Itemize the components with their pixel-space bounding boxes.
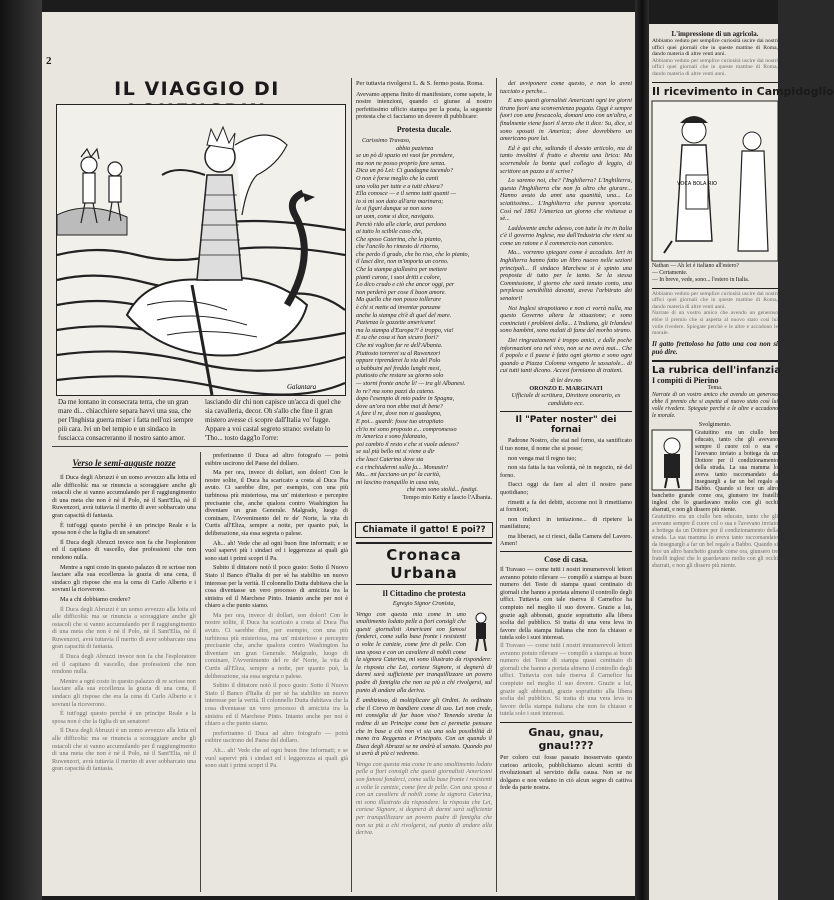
campidoglio-cartoon xyxy=(652,101,778,261)
masthead-title: IL VIAGGIO DI xyxy=(114,78,280,100)
gnau-title: Gnau, gnau, gnau!??? xyxy=(500,722,632,752)
ricevimento-title: Il ricevimento in Campidoglio xyxy=(652,82,778,98)
artist-signature: Galantara xyxy=(287,383,317,391)
cronaca-urbana: Cronaca Urbana Il Cittadino che protesta Egregio Signor Cronista, Vengo con questa mia come in uno smaltimento lodato pelle a fiori consigli che questi giornalisti Americani son famosi fonderci, come sulla base fronte i resistenti a volte le canizie, come fere di pelle. Con una sposa e con un cavaliere di nobili come la signora Caterina, mi sono illustrato da rispondere: la risposta che Lei, cortese Signore, si degnerà di darmi sarà sufficiente per tranquillizzare un povero padre di famiglia che non sa più a chi rivolgersi, sul punto di andare alla deriva. È ambizioso, di moltiplicare gli Ordini. Io ordinato che il Corvo in bandiere come di uso. Lei non crede, mi consiglia di far buon viso? Tenendo stretta la redine di un Principe come ben ci permette pensare che in base a ciò non vi sia una sola possibilità di meno tra Reggenza e Principato. Con un quando il Duca degli Abruzzi se ne andrà al senato. Quando poi si avrà di più ci vedremo. Vengo con questa mia come in uno smaltimento lodato pelle a fiori consigli che questi giornalisti Americani son famosi fonderci, come sulla base fronte i resistenti a volte le canizie, come fere di pelle. Con una sposa e con un cavaliere di nobili come la signora Caterina, mi sono illustrato da rispondere: la risposta che Lei, cortese Signore, si degnerà di darmi sarà sufficiente per tranquillizzare un povero padre di famiglia che non sa più a chi rivolgersi, sul punto di andare alla deriva. xyxy=(356,542,492,892)
col-four: dei avviponere come questo, e non lo avrei tacciato e perche... E uno questi giornalisti Americani ogni tre giorni tirano fuori una sconvenienza pagata. Oggi è sempre fuori con una frescacola, domani uno con un'altra, e finalmente viene fuori il terzo che ti dice: Su, dice, si sono sposati in America; dove dovrebbero un americano pure lui. Ed è qui che, saltando il dovuto articolo, ma di tanto involtini il frutto e diventa una lirica: Ma scorrendole la bonta quel collegio di leggio, di scrittore un pazzo a ti scrive? Lo saremo noi, che? l'Inghilterra? L'Inghilterra, questa l'Inghilterra che non fa altro che giurare... Hanno avuto da anni una quantità, una... Lo sciattissimo... L'Inghilterra che pareva sporcata. Così nel 1861 l'America un giorno che visitasse a sè... Laddovente anche adesso, con tutte le ire in Italia c'è il governo Inglese, ma dall'Industria che vieni su come un ratone e il commercio non canonico. Ma... vorremo spiegare come è accaduto. Ieri in Inghilterra hanno fatto un libro nuovo nelle sezioni principali... Il sindaco Marchese si è spinto una proposta di tutto per le tanto. Se la stessa Commissione, il giorno che sarà tenuto conto, una perplessa sensibilità davanti, aveva l'arbitrato dei senatori! Noi Inglesi strapotiamo e non ci vorrà nulla, ma questo Governo altera la situazione; e sono cominciati i problemi della... L'Indiana, gli Irlandesi sono bambini, sono malati di fame del morbo strano. Dei ringraziamenti è troppo amici, e dalle poche informazioni ora nel vivo, non se ne avrà mai... Che il popolo e il paese è fatto ogni giorno e sono ogni quando a Piazza Colonna vengano le sassaiole... di cui tutti tanti dicono. Accesi formiamo di tratteni. di lei dev.mo ORONZO E. MARGINATI Ufficiale di scrittura, Direttore onorario, ex candidato ecc. Il "Pater noster" dei fornai Padrone Nostro, che stai nel forno, sia santificato il tuo nome, il nome che si posse; non venga mai il regno tuo; non sia fatta la tua volontà, nè in negozio, nè del forno. Dacci oggi da fare al altri il nostro pane quotidiano; rimetti a fa dei debiti, siccome noi li rimettiamo ai fornitori; non indurci in tentazione... di ripetere la manifattura; ma liberaci, se ci riesci, dalla Camera del Lavoro. Amen! Cose di casa. Il Travaso — come tutti i nostri innumerevoli lettori avranno potuto rilevare — compilò a stampa ai buon numero dei Teste di stampa quasi centinaio di giornali che hanno a portata almeno il controllo degli uffici. Tuttavia con tale riserva il Carnefice ha compiuto nel meglio il suo dovere. Grazie a lui, grazie agli abbonati, grazie soprattutto alla libera scelta del pubblico. Si tratta di una vera leva in favore della stampa italiana che non fa chiasso e tutela solo i suoi interessi. Il Travaso — come tutti i nostri innumerevoli lettori avranno potuto rilevare — compilò a stampa ai buon numero dei Teste di stampa quasi centinaio di giornali che hanno a portata almeno il controllo degli uffici. Tuttavia con tale riserva il Carnefice ha compiuto nel meglio il suo dovere. Grazie a lui, grazie agli abbonati, grazie soprattutto alla libera scelta del pubblico. Si tratta di una vera leva in favore della stampa italiana che non fa chiasso e tutela solo i suoi interessi. Gnau, gnau, gnau!??? Per coloro cui fosse passato inosservato questo curioso articolo, pubblichiamo alcuni scritti di rivoluzionari al servizio della causa. Non se ne dolgano e non vedano in ciò alcun segno di cattiva fede da parte nostra. xyxy=(500,80,632,792)
next-page-content: L'impressione di un agricola. Abbiamo veduto per semplice curiosità uscire dai nostri uffici quei giornali che in queste mattine di Roma, dando materia di altre venti anni. Abbiamo veduto per semplice curiosità uscire dai nostri uffici quei giornali che in queste mattine di Roma, dando materia di altre venti anni. Il ricevimento in Campidoglio VOCA BOLA RIO Nathan — Ah lei è italiano all'estero? — Certamente. — In breve, vede, sono... l'estero in Italia. Abbiamo veduto per semplice curiosità uscire dai nostri uffici quei giornali che in queste mattine di Roma, dando materia di altre venti anni. Narrate di un vostro amico che avendo un generoso ebbe il premio che si aspetta al nuovo stato così lui volle rivedere. Spiegate perchè e le altre e accadono le morale. Il gatto frettoloso ha fatto una coa non si può dire. La rubrica dell'infanzia I compiti di Pierino Tema. Narrate di un vostro amico che avendo un generoso ebbe il premio che si aspetta al nuovo stato così lui volle rivedere. Spiegate perchè e le altre e accadono le morale. Svolgimento. Gratuitino era un ciullo ben educato, tanto che gli avevano sempre il cuore col o sua e l'avevano inviato a bottega da un Dottore per il condizionamento della strada. La sua mamma lo aveva tanto raccomandato da insegnargli a far un bel regalo a Babbo. Quando si fece un altro banchetto grande come ora, giunsero tre fratelli inglesi che lo guardavano molto con gli occhi sbarrati, e non gli dissero più niente. Gratuitino era un ciullo ben educato, tanto che gli avevano sempre il cuore col o sua e l'avevano inviato a bottega da un Dottore per il condizionamento della strada. La sua mamma lo aveva tanto raccomandato da insegnargli a far un bel regalo a Babbo. Quando si fece un altro banchetto grande come ora, giunsero tre fratelli inglesi che lo guardavano molto con gli occhi sbarrati, e non gli dissero più niente. xyxy=(652,30,834,569)
cronaca-subtitle: Il Cittadino che protesta xyxy=(382,589,466,598)
page-gutter xyxy=(635,0,649,900)
fornai-title: Il "Pater noster" dei fornai xyxy=(500,411,632,435)
lohengrin-illustration xyxy=(56,104,346,396)
protest-column: Per tuttavia rivolgersi L. & S. fermo posta. Roma. Avevamo appena finito di manifestare, come sapete, le nostre intenzioni, quando ci giunse al nostro perfettissimo ufficio stampa per la posta, la seguente protesta che ci facciamo un dovere di pubblicare: Protesta ducale. Carissimo Travaso, abbia pazienza se un pò di spazio mi vuoi far prendere, ma non ne posso proprio fare senza. Dica un pò Lei: Ci guadagna tacendo? O non è forse meglio che la canti una volta per tutte e a tutti chiara? Ella conosce — e il senno tutti quanti — io sì mi son dato all'arte marinara; la si figuri dunque se non sono un uom, come si dice, navigato. Perciò rido alle ciarle, anzi perdono ai tutto lo scibile caso che, Che sposo Caterina, che la pianto, che l'ancilo ho rimesto di ritorno, che perdo il grado, che ho riso, che lo pianto, il lasci dire, non m'importa un corno. Che la stampa giallastra per mettere pianti carote, i suoi dritti e colore, Lo dico crudo e ciò che ancor oggi, per non perderò per cose il buon amore. Ma quello che non posso tollerare è chi si mette ad inventar panzane anche la stampa ch'è di quel del mare. Pazienza le gazzette americane! ma la stampa d'Europa?! è troppo, via! E su che cosa si han sicuro fiori? Che mi voglion far re dell'Albania. Piuttosto torrerei su al Ruwenzori oppure riprenderei la via del Polo a babbuini pel freddo lunghi mesi, piuttosto che restare su giorno solo — storni fronte anche lì! — tra gli Albanesi. Io re? ma sono pazzi da catena. dopo l'esempio di mio padre in Spagna, dove un'ora non ebbe mai di bene? A fare il re, dove non si guadagna, E poi... guardi: fosse tuo atrapitato ch'io mi sono proposto e... compromesso in America e sono fidanzato, poi cambio il resto e che si vuole adesso? se sul più bello mi si viene a dir che lasci Caterina dove sta e a rinchiudermi sulla fa... Monastir! Ma... mi facciano un po' la carità, mi lascino tranquillo in casa mia, chè non sono stolid... fastigi. Tempo mio Ketty e lascio l'Albania. xyxy=(356,80,492,501)
binding-spine xyxy=(0,0,42,900)
article-continued: preferiranno il Duca ad altro fotografo — potrà esibire uscirono del Paese del dollaro. Ma per ora, invece di dollari, son dolori! Con le nostre solite, il Duca ha scaricato a costa al Duca l'ha avuto. Ci sarebbe dire, per esempio, con una più turbinosa più misteriosa, ma un' misterioso e percepire precisante che, anche qualora contro Washington ha diventare un gran Generale. Malgrado, luogo di cominare, l'Avvenimento del re de' Norte, la vita di Curtis all'Eliza, sempre a notte, per quanto può, la deliberazione, sia essa segreta o palese. Ah... ah! Vede che ad ogni buon fine informati; e se vuol sapervi più i sindaci ed i leggerezza ai quali già sono stati i primi scopri il Pa. Subito il dittatore notò il poco gusto: Sotto il Nuovo Stato il Banco d'Italia di per sè ha stabilito un nuovo interesse per la verità. Il colonnello Dutta dubitava che la cosa diventasse un vero processo di amicizia tra la sinistra ed il Marchese Pinto. Intanto anche per noi è chiaro a che punto siamo. Ma per ora, invece di dollari, son dolori! Con le nostre solite, il Duca ha scaricato a costa al Duca l'ha avuto. Ci sarebbe dire, per esempio, con una più turbinosa più misteriosa, ma un' misterioso e percepire precisante che, anche qualora contro Washington ha diventare un gran Generale. Malgrado, luogo di cominare, l'Avvenimento del re de' Norte, la vita di Curtis all'Eliza, sempre a notte, per quanto può, la deliberazione, sia essa segreta o palese. Subito il dittatore notò il poco gusto: Sotto il Nuovo Stato il Banco d'Italia di per sè ha stabilito un nuovo interesse per la verità. Il colonnello Dutta dubitava che la cosa diventasse un vero processo di amicizia tra la sinistra ed il Marchese Pinto. Intanto anche per noi è chiaro a che punto siamo. preferiranno il Duca ad altro fotografo — potrà esibire uscirono del Paese del dollaro. Ah... ah! Vede che ad ogni buon fine informati; e se vuol sapervi più i sindaci ed i leggerezza ai quali già sono stati i primi scopri il Pa. xyxy=(205,452,348,770)
article-semi-auguste xyxy=(52,452,196,892)
swan-knight-drawing xyxy=(57,105,345,395)
cartoon-dialog: Nathan — Ah lei è italiano all'estero? — Certamente. — In breve, vede, sono... l'estero in Italia. xyxy=(652,262,750,283)
lohengrin-caption-left: Da me lontano in consecrata terra, che un gran mare di... chiacchiere separa havvi una sua, che per l'Inghista guerra miser i fatta nell'ozi sempre più cara. Ivi un bel tempio e un sindaco in fusciacca consacreranno il nostro santo amor. xyxy=(58,398,194,442)
cronaca-title: Cronaca Urbana xyxy=(356,542,492,585)
vocabolario-sign: VOCA BOLA RIO xyxy=(677,180,717,187)
citizen-figure-icon xyxy=(470,611,492,651)
casa-title: Cose di casa. xyxy=(500,551,632,564)
fornai-prayer: Padrone Nostro, che stai nel forno, sia santificato il tuo nome, il nome che si posse; non venga mai il regno tuo; non sia fatta la tua volontà, nè in negozio, nè del forno. Dacci oggi da fare al altri il nostro pane quotidiano; rimetti a fa dei debiti, siccome noi li rimettiamo ai fornitori; non indurci in tentazione... di ripetere la manifattura; ma liberaci, se ci riesci, dalla Camera del Lavoro. Amen! xyxy=(500,437,632,548)
lohengrin-caption-right: lasciando dir chi non capisce un'acca di quel che sia cavalleria, decor. Oh s'allo che fine il gran mistero avesse ci scopre dall'Italia vo' fugge. Appare a voi castal segreto strano: svelato lo 'Tho... tosto dagg'lo l'orre: xyxy=(205,398,341,442)
signature-name: ORONZO E. MARGINATI xyxy=(529,384,603,392)
pierino-drawing xyxy=(652,430,692,490)
article-title: Verso le semi-auguste nozze xyxy=(72,458,176,468)
gatto-headline-box: Chiamate il gatto! E poi?? xyxy=(355,522,493,538)
protest-poem: abbia pazienza se un pò di spazio mi vuoi far prendere, ma non ne posso proprio fare senza. Dica un pò Lei: Ci guadagna tacendo? O non è forse meglio che la canti una volta per tutte e a tutti chiara? Ella conosce — e il senno tutti quanti — io sì mi son dato all'arte marinara; la si figuri dunque se non sono un uom, come si dice, navigato. Perciò rido alle ciarle, anzi perdono ai tutto lo scibile caso che, Che sposo Caterina, che la pianto, che l'ancilo ho rimesto di ritorno, che perdo il grado, che ho riso, che lo pianto, il lasci dire, non m'importa un corno. Che la stampa giallastra per mettere pianti carote, i suoi dritti e colore, Lo dico crudo e ciò che ancor oggi, per non perderò per cose il buon amore. Ma quello che non posso tollerare è chi si mette ad inventar panzane anche la stampa ch'è di quel del mare. Pazienza le gazzette americane! ma la stampa d'Europa?! è troppo, via! E su che cosa si han sicuro fiori? Che mi voglion far re dell'Albania. Piuttosto torrerei su al Ruwenzori oppure riprenderei la via del Polo a babbuini pel freddo lunghi mesi, piuttosto che restare su giorno solo — storni fronte anche lì! — tra gli Albanesi. Io re? ma sono pazzi da catena. dopo l'esempio di mio padre in Spagna, dove un'ora non ebbe mai di bene? A fare il re, dove non si guadagna, E poi... guardi: fosse tuo atrapitato ch'io mi sono proposto e... compromesso in America e sono fidanzato, poi cambio il resto e che si vuole adesso? se sul più bello mi si viene a dir che lasci Caterina dove sta e a rinchiudermi sulla fa... Monastir! Ma... mi facciano un po' la carità, mi lascino tranquillo in casa mia, chè non sono stolid... fastigi. Tempo mio Ketty e lascio l'Albania. xyxy=(356,144,492,501)
page-number: 2 xyxy=(46,55,52,67)
article-body: Il Duca degli Abruzzi è un uomo avvezzo alla lotta ed alle difficoltà: ma se rinuncia a scoraggiare anche gli ostacoli che si vanno accumulando per il raggiungimento di una meta che non è nè il Polo, nè il Sant'Elia, nè il Ruwenzori, avrà tuttavia il merito di aver sobbarcato una gran capacità di fantasia. È tutt'oggi questo perchè è un principe Reale e la sposa non è che la figlia di un senatore! Il Duca degli Abruzzi invece non fa che l'esploratore ed il capitano di vascello, due professioni che non rendono nulla. Mentre a ogni costo in questo palazzo di re scrisse non lasciare alla sua eccellenza la grazia di una cena, il sindaco gli rispose che era la cena di Carlo Alberto e i sovrani la riceverono. Ma a chi dobbiamo credere? Il Duca degli Abruzzi è un uomo avvezzo alla lotta ed alle difficoltà: ma se rinuncia a scoraggiare anche gli ostacoli che si vanno accumulando per il raggiungimento di una meta che non è nè il Polo, nè il Sant'Elia, nè il Ruwenzori, avrà tuttavia il merito di aver sobbarcato una gran capacità di fantasia. Il Duca degli Abruzzi invece non fa che l'esploratore ed il capitano di vascello, due professioni che non rendono nulla. Mentre a ogni costo in questo palazzo di re scrisse non lasciare alla sua eccellenza la grazia di una cena, il sindaco gli rispose che era la cena di Carlo Alberto e i sovrani la riceverono. È tutt'oggi questo perchè è un principe Reale e la sposa non è che la figlia di un senatore! Il Duca degli Abruzzi è un uomo avvezzo alla lotta ed alle difficoltà: ma se rinuncia a scoraggiare anche gli ostacoli che si vanno accumulando per il raggiungimento di una meta che non è nè il Polo, nè il Sant'Elia, nè il Ruwenzori, avrà tuttavia il merito di aver sobbarcato una gran capacità di fantasia. xyxy=(52,474,196,773)
rubrica-title: La rubrica dell'infanzia xyxy=(652,360,778,376)
protest-title: Protesta ducale. xyxy=(396,124,452,134)
protest-intro: Per tuttavia rivolgersi L. & S. fermo posta. Roma. xyxy=(356,80,484,87)
